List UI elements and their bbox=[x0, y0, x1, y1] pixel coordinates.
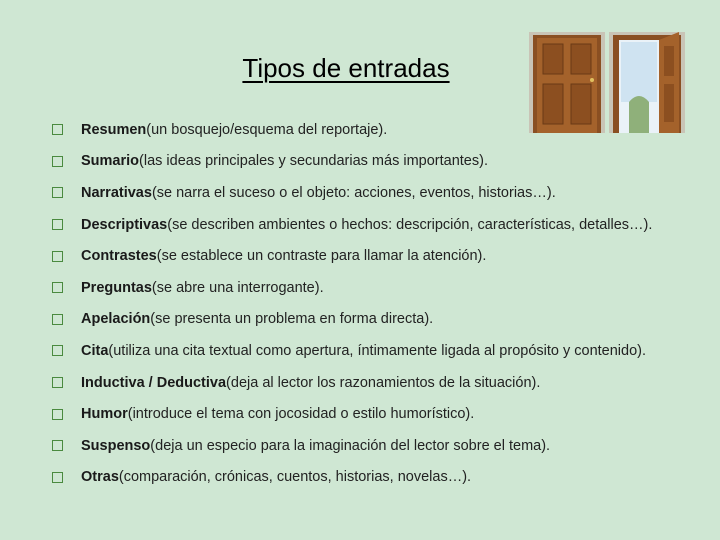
list-item bbox=[52, 240, 712, 272]
list-item bbox=[52, 398, 712, 430]
item-desc: (un bosquejo/esquema del reportaje). bbox=[146, 121, 388, 138]
square-bullet-icon bbox=[52, 282, 63, 293]
item-term: Inductiva / Deductiva bbox=[81, 374, 227, 391]
list-item bbox=[52, 177, 712, 209]
item-desc: (utiliza una cita textual como apertura, íntimamente ligada al propósito y contenido). bbox=[108, 342, 647, 359]
item-desc: (se describen ambientes o hechos: descripción, características, detalles…). bbox=[167, 216, 653, 233]
square-bullet-icon bbox=[52, 219, 63, 230]
item-desc: (se abre una interrogante). bbox=[151, 279, 324, 296]
list-item bbox=[52, 209, 712, 241]
square-bullet-icon bbox=[52, 345, 63, 356]
square-bullet-icon bbox=[52, 314, 63, 325]
square-bullet-icon bbox=[52, 440, 63, 451]
list-item bbox=[52, 114, 712, 146]
list-item bbox=[52, 272, 712, 304]
square-bullet-icon bbox=[52, 409, 63, 420]
item-term: Contrastes bbox=[81, 248, 157, 265]
square-bullet-icon bbox=[52, 187, 63, 198]
square-bullet-icon bbox=[52, 472, 63, 483]
square-bullet-icon bbox=[52, 124, 63, 135]
list-item bbox=[52, 462, 712, 494]
square-bullet-icon bbox=[52, 156, 63, 167]
item-term: Narrativas bbox=[81, 184, 152, 201]
list-item bbox=[52, 304, 712, 336]
item-term: Descriptivas bbox=[81, 216, 168, 233]
list-item bbox=[52, 146, 712, 178]
item-term: Otras bbox=[81, 469, 119, 486]
square-bullet-icon bbox=[52, 377, 63, 388]
item-term: Sumario bbox=[81, 153, 140, 170]
item-term: Preguntas bbox=[81, 279, 152, 296]
page-title: Tipos de entradas bbox=[242, 53, 450, 83]
item-term: Humor bbox=[81, 406, 128, 423]
item-desc: (se narra el suceso o el objeto: acciones, eventos, historias…). bbox=[151, 184, 556, 201]
item-desc: (se presenta un problema en forma directa). bbox=[150, 311, 434, 328]
item-desc: (deja al lector los razonamientos de la situación). bbox=[226, 374, 541, 391]
list-item bbox=[52, 367, 712, 399]
item-desc: (las ideas principales y secundarias más importantes). bbox=[139, 153, 488, 170]
square-bullet-icon bbox=[52, 251, 63, 262]
list-item bbox=[52, 430, 712, 462]
item-desc: (introduce el tema con jocosidad o estilo humorístico). bbox=[127, 406, 475, 423]
entry-types-list bbox=[52, 114, 712, 493]
item-term: Suspenso bbox=[81, 437, 151, 454]
item-desc: (comparación, crónicas, cuentos, historias, novelas…). bbox=[118, 469, 472, 486]
list-item bbox=[52, 335, 712, 367]
item-desc: (se establece un contraste para llamar la atención). bbox=[156, 248, 487, 265]
item-term: Cita bbox=[81, 342, 109, 359]
item-term: Resumen bbox=[81, 121, 147, 138]
item-desc: (deja un especio para la imaginación del lector sobre el tema). bbox=[150, 437, 551, 454]
item-term: Apelación bbox=[81, 311, 151, 328]
